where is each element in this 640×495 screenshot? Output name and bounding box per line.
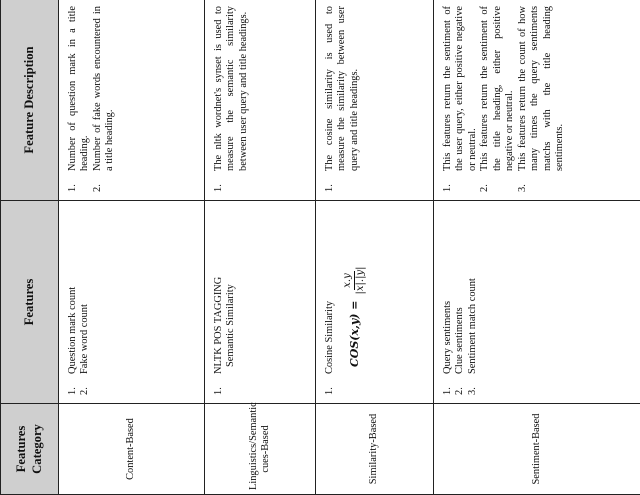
category-cell: Sentiment-Based	[434, 404, 640, 495]
list-item: Number of fake words encountered in a title heading.	[91, 6, 116, 171]
list-item: The cosine similarity is used to measure the similarity between user query and title headings.	[324, 6, 360, 171]
list-item: Fake word count	[79, 304, 91, 374]
table-row	[59, 0, 205, 495]
description-list	[316, 0, 361, 200]
description-cell	[316, 0, 434, 201]
list-item: Number of question mark in a title heading.	[67, 6, 91, 171]
list-item: The nltk wordnet's synset is used to measure the semantic similarity between user query and title headings.	[213, 6, 249, 171]
description-list	[434, 0, 567, 200]
header-category: Features Category	[1, 404, 59, 495]
table-row	[205, 0, 316, 495]
category-cell: Content-Based	[59, 404, 205, 495]
list-item: NLTK POS TAGGING	[213, 276, 224, 374]
list-item: This features return the sentiment of the title heading, either positive negative or neutral.	[479, 6, 516, 171]
formula-lhs: COS(x,y) =	[348, 300, 362, 367]
feature-list	[316, 201, 336, 403]
list-item: Cosine Similarity	[324, 300, 335, 374]
formula-numerator: x.y	[342, 273, 354, 288]
category-cell: Similarity-Based	[316, 404, 434, 495]
description-cell	[205, 0, 316, 201]
features-cell	[434, 201, 640, 404]
list-item: Query sentiments	[442, 300, 453, 374]
description-cell	[434, 0, 640, 201]
list-item: This features return the count of how many times the query sentiments matchs with the title heading sentiments.	[516, 6, 566, 171]
feature-list	[434, 201, 479, 403]
formula-denominator: |x|.|y|	[355, 266, 367, 295]
description-list	[205, 0, 250, 200]
table-row	[434, 0, 640, 495]
category-cell: Linguistics/Semantic cues-Based	[205, 404, 316, 495]
description-list	[59, 0, 117, 200]
features-cell	[205, 201, 316, 404]
features-cell	[316, 201, 434, 404]
list-item: This features return the sentiment of the user query, either positive negative or neutral.	[442, 6, 478, 171]
feature-list	[59, 201, 92, 403]
header-features: Features	[1, 201, 59, 404]
feature-text: Semantic Similarity	[225, 284, 237, 367]
cosine-formula	[336, 201, 367, 403]
list-item: Clue sentiments	[454, 307, 466, 374]
description-cell	[59, 0, 205, 201]
list-item: Question mark count	[67, 286, 78, 374]
table-row	[316, 0, 434, 495]
header-row	[1, 0, 59, 495]
feature-list	[205, 201, 225, 403]
features-cell	[59, 201, 205, 404]
list-item: Sentiment match count	[466, 278, 478, 374]
header-description: Feature Description	[1, 0, 59, 201]
formula-fraction	[342, 265, 367, 297]
